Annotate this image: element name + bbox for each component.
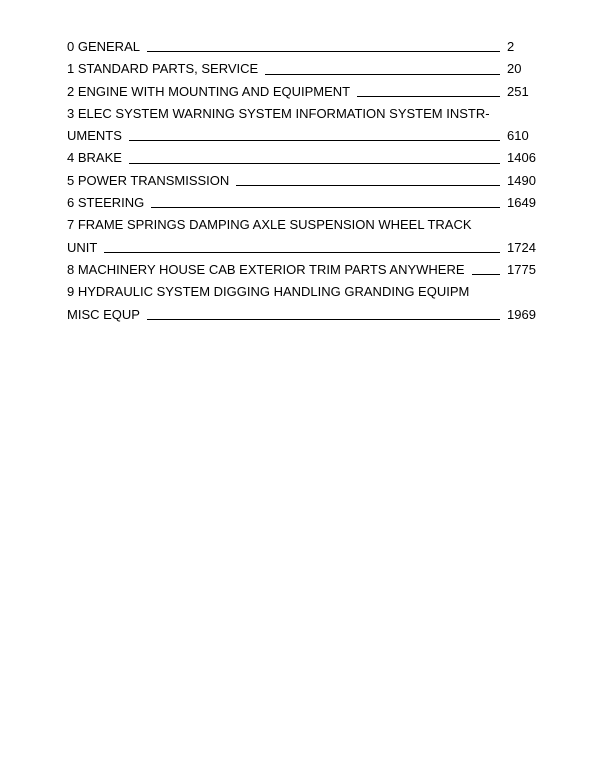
toc-entry-title: 6 STEERING bbox=[67, 195, 145, 211]
toc-entry-title: 0 GENERAL bbox=[67, 39, 140, 54]
toc-entry-power-transmission[interactable] bbox=[67, 170, 543, 192]
toc-page-number: 2 bbox=[507, 39, 515, 54]
toc-leader-line bbox=[151, 207, 500, 208]
toc-page-number: 1649 bbox=[507, 195, 536, 211]
toc-leader-line bbox=[265, 74, 500, 75]
toc-leader-line bbox=[472, 274, 500, 275]
toc-leader-line bbox=[129, 140, 500, 141]
toc-leader-line bbox=[147, 319, 500, 320]
toc-entry-title: 8 MACHINERY HOUSE CAB EXTERIOR TRIM PARTS ANYWHERE bbox=[67, 261, 465, 277]
toc-entry-title: MISC EQUP bbox=[67, 306, 140, 322]
toc-page-number: 1490 bbox=[507, 172, 536, 188]
toc-leader-line bbox=[236, 185, 500, 186]
toc-page-number: 251 bbox=[507, 83, 529, 99]
toc-entry-title-first-line: 3 ELEC SYSTEM WARNING SYSTEM INFORMATION SYSTEM INSTR- bbox=[67, 105, 490, 121]
toc-entry-general[interactable] bbox=[67, 36, 543, 58]
toc-entry-title: 4 BRAKE bbox=[67, 150, 122, 166]
toc-entry-title: 1 STANDARD PARTS, SERVICE bbox=[67, 61, 259, 77]
toc-entry-hydraulic-system[interactable] bbox=[67, 281, 543, 326]
toc-entry-standard-parts[interactable] bbox=[67, 58, 543, 80]
toc-entry-engine[interactable] bbox=[67, 81, 543, 103]
toc-entry-title: UNIT bbox=[67, 239, 98, 255]
toc-leader-line bbox=[104, 252, 500, 253]
toc-entry-title: 2 ENGINE WITH MOUNTING AND EQUIPMENT bbox=[67, 83, 351, 99]
toc-entry-title: 5 POWER TRANSMISSION bbox=[67, 172, 230, 188]
toc-page-number: 610 bbox=[507, 128, 529, 144]
toc-entry-machinery-house[interactable] bbox=[67, 259, 543, 281]
toc-entry-title-first-line: 9 HYDRAULIC SYSTEM DIGGING HANDLING GRANDING EQUIPM bbox=[67, 284, 470, 300]
toc-page-number: 1969 bbox=[507, 306, 536, 322]
toc-leader-line bbox=[357, 96, 500, 97]
toc-entry-brake[interactable] bbox=[67, 147, 543, 169]
toc-page-number: 1775 bbox=[507, 261, 536, 277]
toc-entry-elec-system[interactable] bbox=[67, 103, 543, 148]
toc-page-number: 20 bbox=[507, 61, 522, 77]
toc-page-number: 1724 bbox=[507, 239, 536, 255]
toc-leader-line bbox=[147, 51, 500, 52]
toc-entry-steering[interactable] bbox=[67, 192, 543, 214]
toc-entry-title: UMENTS bbox=[67, 128, 122, 144]
toc-entry-frame-springs[interactable] bbox=[67, 214, 543, 259]
toc-page-number: 1406 bbox=[507, 150, 536, 166]
table-of-contents bbox=[67, 36, 543, 326]
toc-entry-title-first-line: 7 FRAME SPRINGS DAMPING AXLE SUSPENSION WHEEL TRACK bbox=[67, 217, 472, 233]
toc-leader-line bbox=[129, 163, 500, 164]
